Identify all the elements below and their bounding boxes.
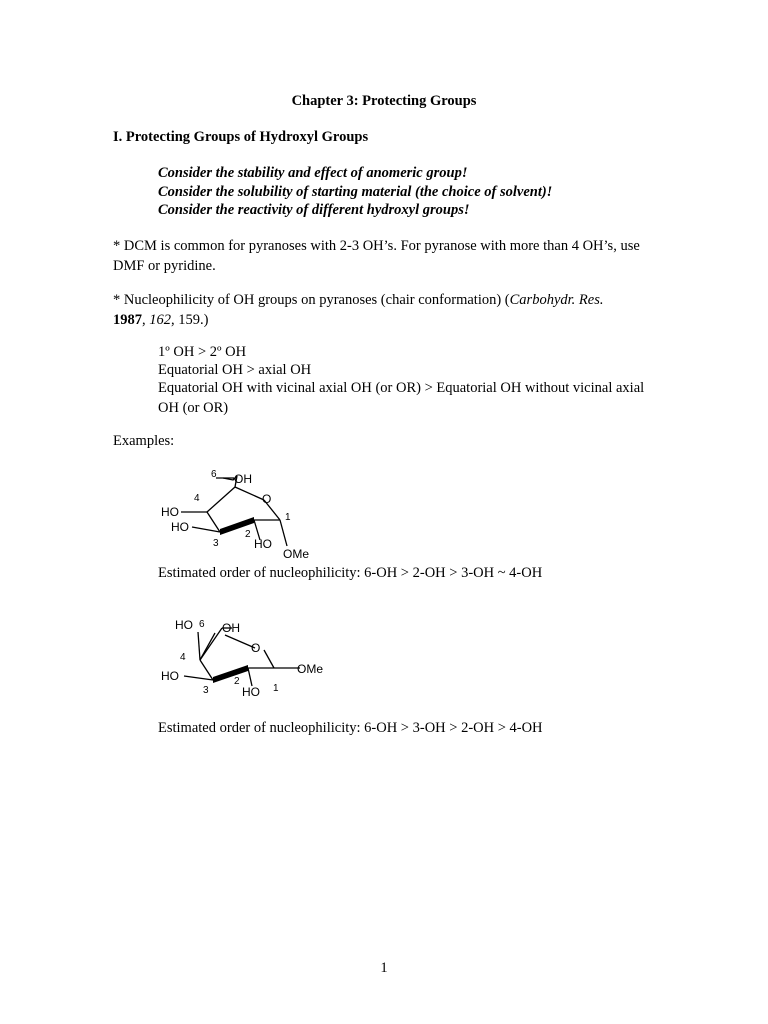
rule-1: 1º OH > 2º OH — [158, 344, 247, 360]
s2-oh6: OH — [222, 621, 240, 635]
s2-num6: 6 — [199, 619, 205, 630]
citation-sep: , — [142, 312, 150, 328]
s1-ring-o: O — [262, 492, 272, 506]
citation-volume: 162 — [149, 312, 171, 328]
s2-ring-o: O — [251, 641, 261, 655]
journal-name: Carbohydr. Res. — [509, 292, 604, 308]
order-1: Estimated order of nucleophilicity: 6-OH > 2-OH > 3-OH ~ 4-OH — [158, 565, 543, 581]
s2-num3: 3 — [203, 685, 209, 696]
s1-ome: OMe — [283, 547, 310, 561]
s2-ho2: HO — [242, 685, 260, 699]
s1-num3: 3 — [213, 538, 219, 549]
s2-ho-top: HO — [175, 618, 193, 632]
note-prefix: * Nucleophilicity of OH groups on pyranoses (chair conformation) ( — [113, 292, 510, 308]
page-title: Chapter 3: Protecting Groups — [291, 93, 477, 109]
s2-ome: OMe — [297, 662, 324, 676]
s1-num1: 1 — [285, 512, 291, 523]
order-2: Estimated order of nucleophilicity: 6-OH > 3-OH > 2-OH > 4-OH — [158, 720, 543, 736]
solvent-note: * DCM is common for pyranoses with 2-3 OH’s. For pyranose with more than 4 OH’s, use DMF or pyridine. — [113, 238, 640, 274]
structure-1-bonds — [181, 476, 287, 546]
s1-num6: 6 — [211, 469, 217, 480]
s2-num2: 2 — [234, 676, 240, 687]
citation-year: 1987 — [113, 312, 142, 328]
s1-ho3: HO — [171, 520, 189, 534]
s1-ho4: HO — [161, 505, 179, 519]
s2-num1: 1 — [273, 683, 279, 694]
s2-ho3: HO — [161, 669, 179, 683]
section-heading: I. Protecting Groups of Hydroxyl Groups — [113, 129, 369, 145]
structure-2-bonds — [184, 628, 300, 686]
page-number: 1 — [380, 960, 388, 976]
s1-oh6: OH — [234, 472, 252, 486]
citation-pages: , 159.) — [171, 312, 209, 328]
consideration-3: Consider the reactivity of different hydroxyl groups! — [158, 202, 470, 218]
consideration-2: Consider the solubility of starting material (the choice of solvent)! — [158, 184, 553, 200]
examples-label: Examples: — [113, 433, 175, 449]
rule-2: Equatorial OH > axial OH — [158, 362, 312, 378]
s2-num4: 4 — [180, 652, 186, 663]
structure-2-bold-bond — [213, 665, 248, 683]
rule-3: Equatorial OH with vicinal axial OH (or OR) > Equatorial OH without vicinal axial OH (or OR) — [158, 380, 645, 416]
s1-ho2: HO — [254, 537, 272, 551]
s1-num2: 2 — [245, 529, 251, 540]
s1-num4: 4 — [194, 493, 200, 504]
consideration-1: Consider the stability and effect of anomeric group! — [158, 165, 468, 181]
